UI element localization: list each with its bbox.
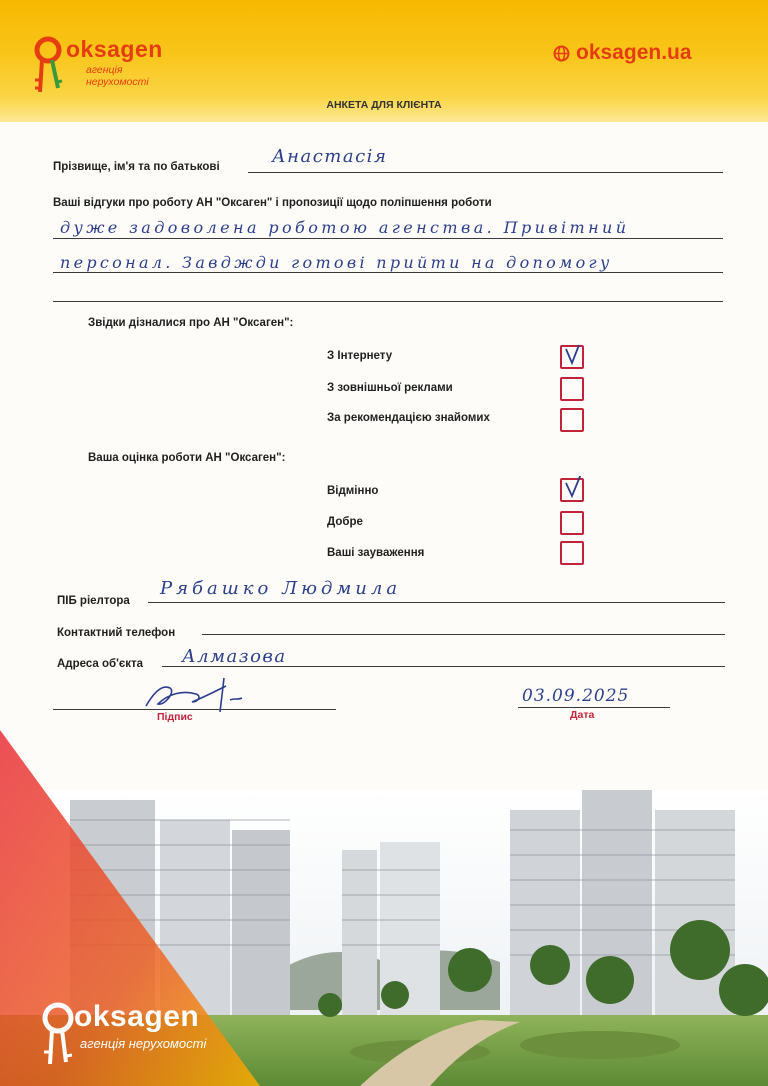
date-label: Дата [570,709,595,721]
checkmark-icon [564,343,581,367]
feedback-label: Ваші відгуки про роботу АН "Оксаген" і пропозиції щодо поліпшення роботи [53,197,492,209]
form-title: АНКЕТА ДЛЯ КЛІЄНТА [326,99,442,111]
rating-excellent-checkbox[interactable] [560,478,584,502]
rating-label: Ваша оцінка роботи АН "Оксаген": [88,452,286,464]
source-option-internet-label: З Інтернету [327,350,393,362]
name-label: Прізвище, ім'я та по батькові [53,161,220,173]
realtor-label: ПІБ ріелтора [57,595,130,607]
rating-good-checkbox[interactable] [560,511,584,535]
feedback-text-1[interactable]: дуже задоволена роботою агенства. Привітний [60,218,630,237]
name-value[interactable]: Анастасія [272,146,388,167]
footer-logo-tagline: агенція нерухомості [80,1036,207,1051]
footer-logo-wordmark: oksagen [74,1000,200,1033]
address-label: Адреса об'єкта [57,658,143,670]
name-line [248,172,723,173]
source-referral-checkbox[interactable] [560,408,584,432]
rating-option-remarks-label: Ваші зауваження [327,547,425,559]
address-value[interactable]: Алмазова [182,646,287,667]
globe-icon [553,45,570,62]
date-line [518,707,670,708]
source-ads-checkbox[interactable] [560,377,584,401]
source-option-referral-label: За рекомендацією знайомих [327,412,490,424]
feedback-text-2[interactable]: персонал. Завджди готові прийти на допомогу [60,253,613,272]
rating-option-excellent-label: Відмінно [327,485,379,497]
phone-label: Контактний телефон [57,627,176,639]
keys-icon [40,1000,76,1070]
website-link[interactable]: oksagen.ua [576,41,692,64]
source-option-ads-label: З зовнішньої реклами [327,382,453,394]
rating-remarks-checkbox[interactable] [560,541,584,565]
realtor-value[interactable]: Рябашко Людмила [160,578,402,599]
feedback-line-2 [53,272,723,273]
source-label: Звідки дізналися про АН "Оксаген": [88,317,294,329]
footer-brand-logo [40,1000,250,1070]
brand-logo [30,36,180,98]
checkmark-icon [564,476,581,500]
source-internet-checkbox[interactable] [560,345,584,369]
realtor-line [148,602,725,603]
logo-tagline: агенція нерухомості [86,64,149,88]
phone-line [202,634,725,635]
feedback-line-3 [53,301,723,302]
rating-option-good-label: Добре [327,516,363,528]
logo-wordmark: oksagen [66,36,163,62]
signature-label: Підпис [157,711,193,723]
date-value[interactable]: 03.09.2025 [522,686,630,706]
keys-icon [30,36,70,98]
feedback-line-1 [53,238,723,239]
